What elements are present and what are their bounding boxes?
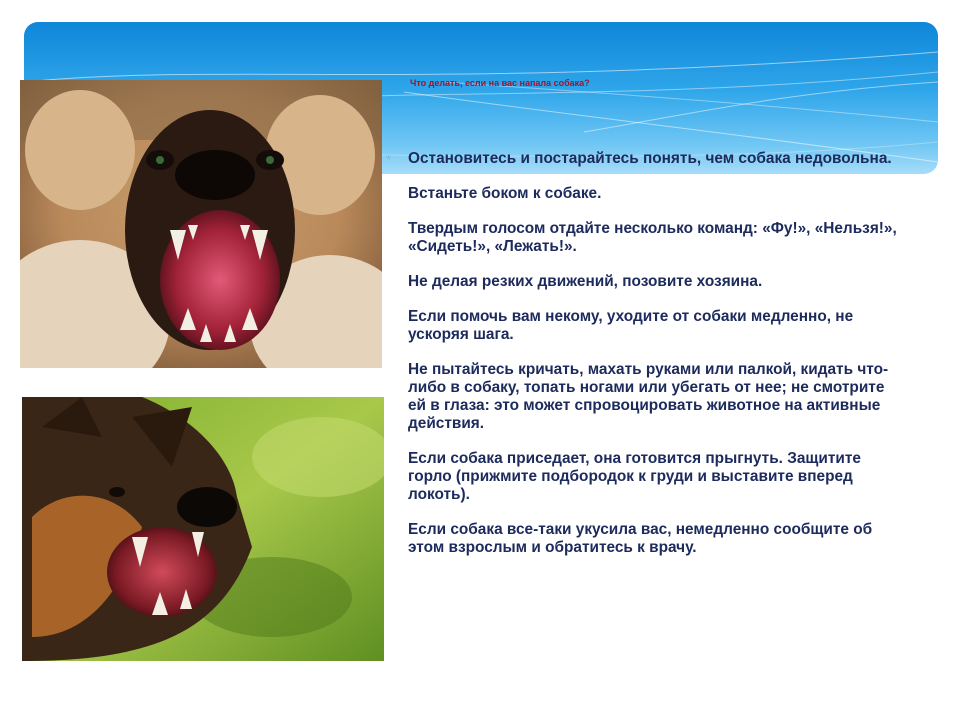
list-item bbox=[386, 308, 906, 344]
list-item-text: Твердым голосом отдайте несколько команд: «Фу!», «Нельзя!», «Сидеть!», «Лежать!». bbox=[408, 220, 897, 255]
list-item-text: Если помочь вам некому, уходите от собаки медленно, не ускоряя шага. bbox=[408, 308, 854, 343]
list-item-text: Остановитесь и постарайтесь понять, чем собака недовольна. bbox=[408, 150, 892, 167]
angry-dog-photo-2 bbox=[22, 397, 384, 661]
bullet-icon: * bbox=[386, 152, 392, 167]
list-item bbox=[386, 273, 906, 291]
advice-list bbox=[386, 150, 906, 574]
list-item bbox=[386, 150, 906, 168]
list-item-text: Встаньте боком к собаке. bbox=[408, 185, 602, 202]
list-item-text: Если собака все-таки укусила вас, немедленно сообщите об этом взрослым и обратитесь к врачу. bbox=[408, 521, 873, 556]
list-item bbox=[386, 450, 906, 504]
list-item-text: Не делая резких движений, позовите хозяина. bbox=[408, 273, 763, 290]
slide-title: Что делать, если на вас напала собака? bbox=[410, 78, 590, 88]
list-item bbox=[386, 220, 906, 256]
list-item bbox=[386, 521, 906, 557]
angry-dog-photo-1 bbox=[20, 80, 382, 368]
list-item bbox=[386, 361, 906, 433]
list-item-text: Если собака приседает, она готовится прыгнуть. Защитите горло (прижмите подбородок к груди и выставите вперед локоть). bbox=[408, 450, 861, 503]
list-item-text: Не пытайтесь кричать, махать руками или палкой, кидать что-либо в собаку, топать ногами или убегать от нее; не смотрите ей в глаза: это может спровоцировать животное на активные действия. bbox=[408, 361, 889, 432]
list-item bbox=[386, 185, 906, 203]
